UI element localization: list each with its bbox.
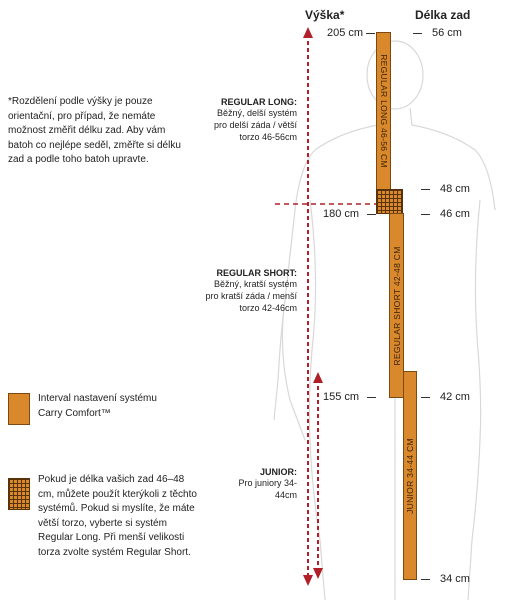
regular-long-bar-label: REGULAR LONG 46-56 CM — [378, 54, 389, 168]
footnote: *Rozdělení podle výšky je pouze orientační, pro případ, že nemáte možnost změřit délku zad. Aby vám batoh co nejlépe seděl, změřte si délku zad a podle toho batoh upravte. — [8, 96, 181, 165]
regular-short-description — [200, 268, 297, 314]
junior-desc: Pro juniory 34-44cm — [238, 478, 297, 500]
regular-short-bar-label: REGULAR SHORT 42-48 CM — [391, 245, 402, 366]
back-length-header: Délka zad — [415, 8, 471, 22]
height-tick-155 — [367, 397, 376, 398]
junior-bar — [403, 371, 417, 580]
regular-long-desc: Běžný, delší systém pro delší záda / větší torzo 46-56cm — [213, 108, 297, 142]
back-tick-34 — [421, 579, 430, 580]
height-mark-155: 155 cm — [323, 391, 360, 403]
junior-title: JUNIOR: — [259, 467, 297, 477]
back-tick-46 — [421, 214, 430, 215]
regular-short-desc: Běžný, kratší systém pro kratší záda / menší torzo 42-46cm — [205, 279, 297, 313]
regular-long-description — [205, 97, 297, 143]
junior-description — [220, 467, 297, 501]
legend-overlap-text: Pokud je délka vašich zad 46–48 cm, můžete použít kterýkoli z těchto systémů. Pokud si myslíte, že máte větší torzo, vyberte si systém Regular Long. Při menší velikosti torza zvolte systém Regular Short. — [38, 474, 197, 558]
overlap-zone — [376, 189, 403, 214]
regular-short-title: REGULAR SHORT: — [216, 268, 297, 278]
legend-interval-swatch — [8, 393, 30, 425]
back-mark-46: 46 cm — [440, 208, 470, 220]
height-tick-180 — [367, 214, 376, 215]
junior-bar-label: JUNIOR 34-44 CM — [405, 437, 415, 514]
regular-short-bar — [389, 213, 404, 398]
regular-long-title: REGULAR LONG: — [221, 97, 297, 107]
height-header: Výška* — [305, 8, 345, 22]
height-arrow — [300, 24, 340, 589]
back-mark-42: 42 cm — [440, 391, 470, 403]
back-mark-34: 34 cm — [440, 573, 470, 585]
back-mark-48: 48 cm — [440, 183, 470, 195]
overlap-guide-line — [275, 200, 380, 208]
height-mark-205: 205 cm — [327, 27, 364, 39]
height-tick-205 — [366, 33, 375, 34]
legend-interval-text: Interval nastavení systému Carry Comfort™ — [38, 393, 157, 419]
legend-overlap-swatch — [8, 478, 30, 510]
back-mark-56: 56 cm — [432, 27, 462, 39]
height-mark-180: 180 cm — [323, 208, 360, 220]
back-tick-42 — [421, 397, 430, 398]
back-tick-56 — [413, 33, 422, 34]
back-tick-48 — [421, 189, 430, 190]
regular-long-bar — [376, 32, 391, 190]
